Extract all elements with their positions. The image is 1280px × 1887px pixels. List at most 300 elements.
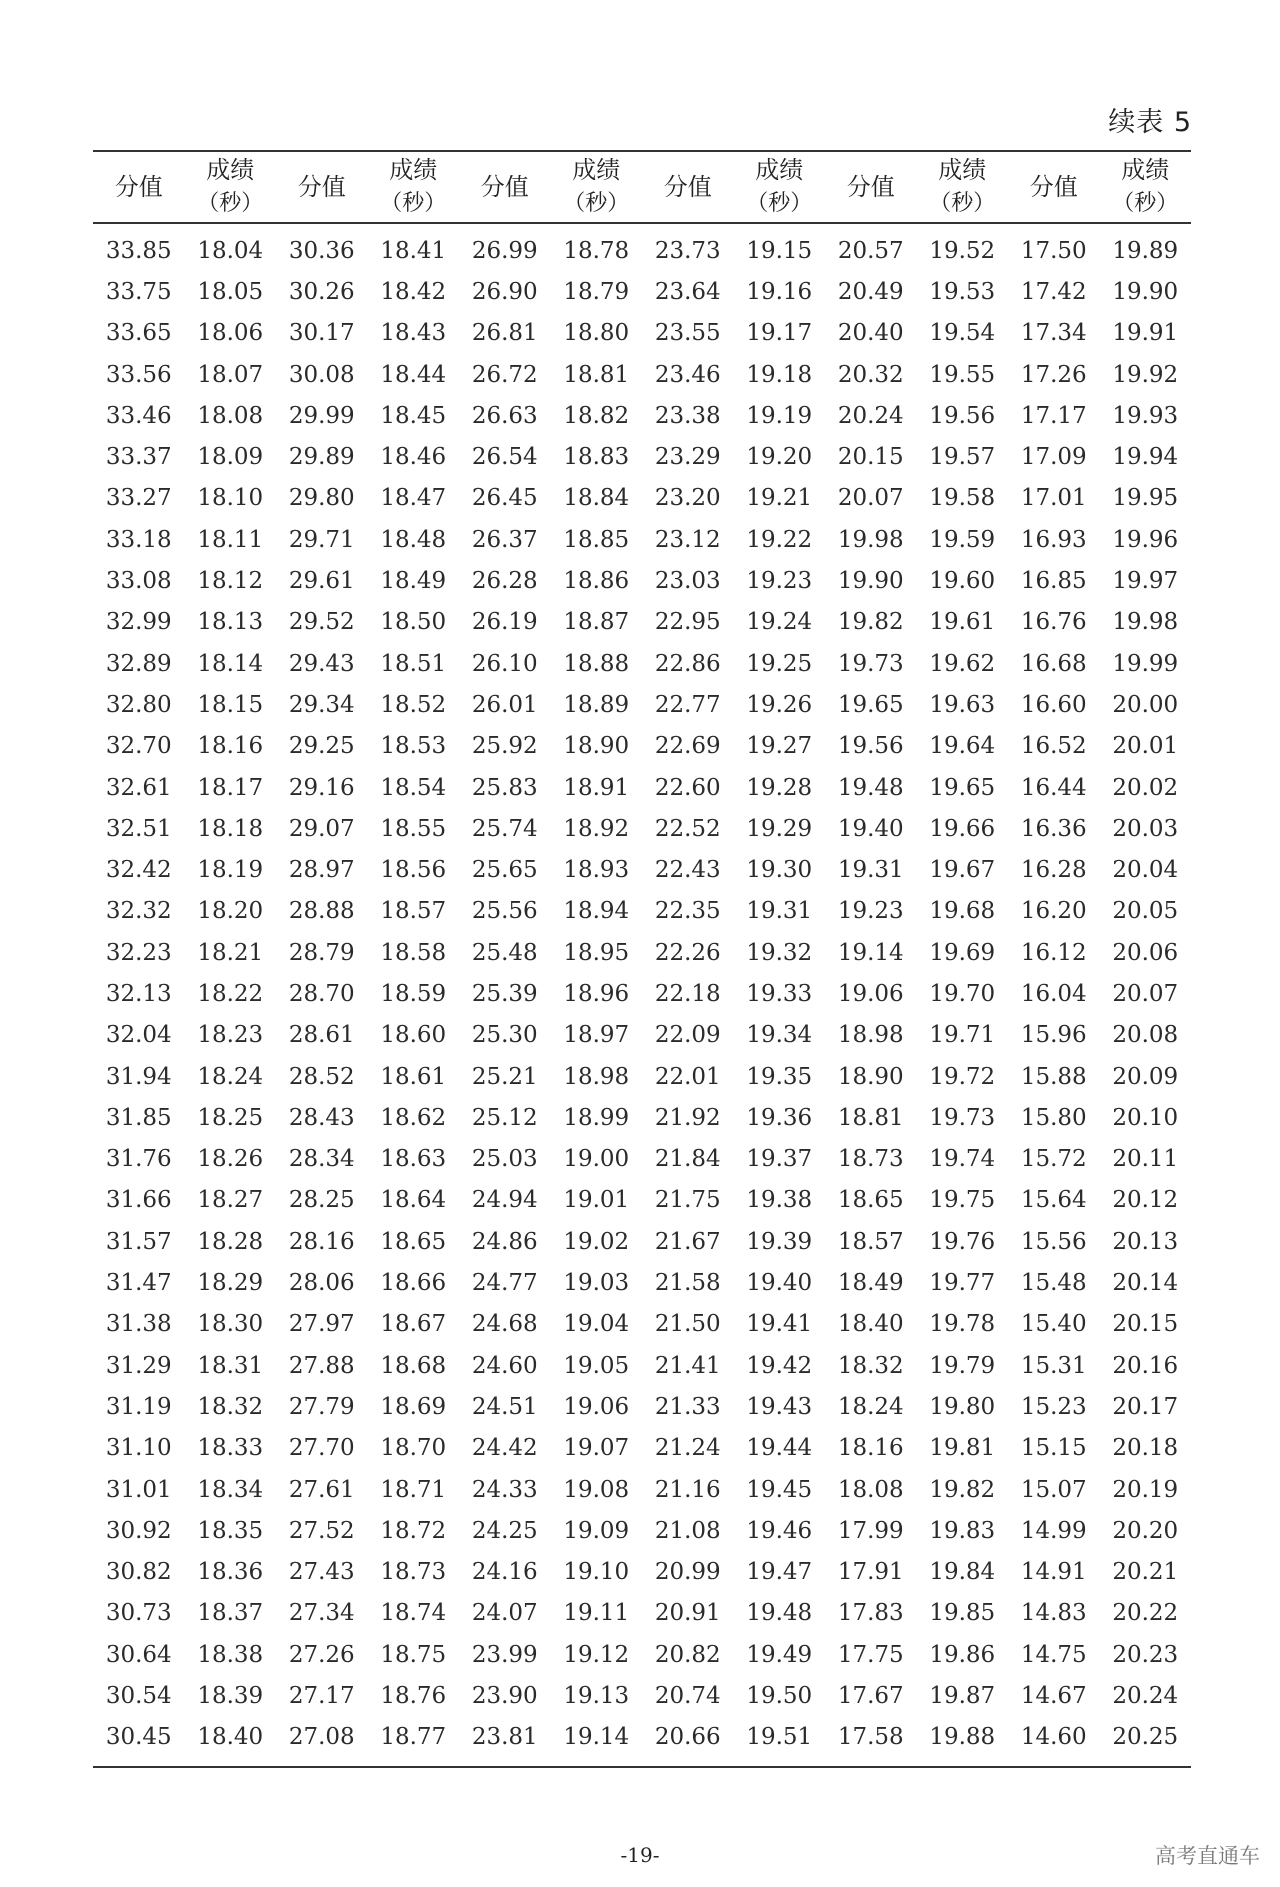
score-cell: 28.97 [288,857,355,884]
score-cell: 18.32 [837,1352,904,1379]
result-cell: 19.84 [929,1559,996,1586]
score-cell: 31.66 [105,1187,172,1214]
score-cell: 25.74 [471,815,538,842]
result-cell: 19.69 [929,939,996,966]
table-row [93,1015,1191,1056]
score-cell: 26.99 [471,237,538,264]
result-cell: 19.78 [929,1311,996,1338]
score-cell: 24.33 [471,1476,538,1503]
header-result-label: 成绩 [938,156,987,184]
score-cell: 26.54 [471,444,538,471]
score-cell: 15.48 [1020,1270,1087,1297]
score-cell: 20.24 [837,402,904,429]
header-result [551,151,643,223]
result-cell: 19.62 [929,650,996,677]
result-cell: 18.43 [380,320,447,347]
score-cell: 22.35 [654,898,721,925]
score-cell: 16.36 [1020,815,1087,842]
table-row [93,223,1191,271]
header-result [1100,151,1192,223]
result-cell: 18.33 [197,1435,264,1462]
score-cell: 33.85 [105,237,172,264]
result-cell: 18.88 [563,650,630,677]
result-cell: 18.98 [563,1063,630,1090]
result-cell: 18.06 [197,320,264,347]
score-cell: 17.67 [837,1683,904,1710]
score-cell: 22.43 [654,857,721,884]
score-cell: 25.65 [471,857,538,884]
result-cell: 18.45 [380,402,447,429]
score-cell: 26.28 [471,568,538,595]
score-cell: 31.38 [105,1311,172,1338]
result-cell: 19.57 [929,444,996,471]
score-cell: 26.63 [471,402,538,429]
header-result-label: 成绩 [1121,156,1170,184]
result-cell: 19.96 [1112,526,1179,553]
score-cell: 23.20 [654,485,721,512]
score-cell: 22.60 [654,774,721,801]
score-cell: 24.07 [471,1600,538,1627]
result-cell: 20.14 [1112,1270,1179,1297]
result-cell: 18.24 [197,1063,264,1090]
score-cell: 27.26 [288,1641,355,1668]
score-cell: 27.61 [288,1476,355,1503]
score-cell: 32.80 [105,691,172,718]
result-cell: 19.08 [563,1476,630,1503]
result-cell: 19.89 [1112,237,1179,264]
table-row [93,271,1191,312]
result-cell: 19.27 [746,733,813,760]
result-cell: 18.78 [563,237,630,264]
result-cell: 19.47 [746,1559,813,1586]
result-cell: 18.39 [197,1683,264,1710]
table-row [93,1593,1191,1634]
result-cell: 18.52 [380,691,447,718]
score-cell: 15.96 [1020,1022,1087,1049]
result-cell: 19.09 [563,1517,630,1544]
score-cell: 29.07 [288,815,355,842]
result-cell: 19.80 [929,1393,996,1420]
score-cell: 23.38 [654,402,721,429]
result-cell: 19.59 [929,526,996,553]
score-cell: 17.42 [1020,278,1087,305]
result-cell: 18.44 [380,361,447,388]
score-cell: 23.64 [654,278,721,305]
result-cell: 19.10 [563,1559,630,1586]
result-cell: 18.77 [380,1724,447,1751]
score-cell: 33.18 [105,526,172,553]
result-cell: 18.16 [197,733,264,760]
score-cell: 30.54 [105,1683,172,1710]
score-cell: 31.94 [105,1063,172,1090]
result-cell: 19.03 [563,1270,630,1297]
result-cell: 19.41 [746,1311,813,1338]
result-cell: 18.84 [563,485,630,512]
score-cell: 32.32 [105,898,172,925]
result-cell: 18.86 [563,568,630,595]
result-cell: 19.40 [746,1270,813,1297]
score-cell: 16.68 [1020,650,1087,677]
result-cell: 18.56 [380,857,447,884]
score-cell: 19.73 [837,650,904,677]
score-cell: 33.75 [105,278,172,305]
score-cell: 22.95 [654,609,721,636]
result-cell: 20.15 [1112,1311,1179,1338]
score-cell: 20.99 [654,1559,721,1586]
result-cell: 19.11 [563,1600,630,1627]
result-cell: 18.23 [197,1022,264,1049]
score-cell: 26.37 [471,526,538,553]
result-cell: 20.10 [1112,1104,1179,1131]
score-cell: 22.09 [654,1022,721,1049]
result-cell: 20.00 [1112,691,1179,718]
score-cell: 19.23 [837,898,904,925]
score-cell: 29.71 [288,526,355,553]
result-cell: 19.16 [746,278,813,305]
result-cell: 19.92 [1112,361,1179,388]
score-cell: 18.65 [837,1187,904,1214]
score-cell: 23.99 [471,1641,538,1668]
score-cell: 29.89 [288,444,355,471]
table-row [93,1097,1191,1138]
score-cell: 24.60 [471,1352,538,1379]
table-row [93,354,1191,395]
result-cell: 18.48 [380,526,447,553]
result-cell: 18.97 [563,1022,630,1049]
score-cell: 31.01 [105,1476,172,1503]
score-cell: 16.85 [1020,568,1087,595]
table-row [93,1056,1191,1097]
result-cell: 18.32 [197,1393,264,1420]
score-cell: 31.10 [105,1435,172,1462]
table-row [93,1139,1191,1180]
score-cell: 30.08 [288,361,355,388]
score-cell: 23.73 [654,237,721,264]
header-score: 分值 [663,173,712,201]
table-row [93,1386,1191,1427]
result-cell: 19.70 [929,980,996,1007]
result-cell: 18.70 [380,1435,447,1462]
score-cell: 33.65 [105,320,172,347]
result-cell: 19.72 [929,1063,996,1090]
result-cell: 20.24 [1112,1683,1179,1710]
score-cell: 23.81 [471,1724,538,1751]
result-cell: 18.61 [380,1063,447,1090]
table-row [93,1469,1191,1510]
result-cell: 20.01 [1112,733,1179,760]
score-cell: 24.16 [471,1559,538,1586]
result-cell: 19.85 [929,1600,996,1627]
result-cell: 19.07 [563,1435,630,1462]
result-cell: 19.28 [746,774,813,801]
result-cell: 19.32 [746,939,813,966]
score-cell: 25.39 [471,980,538,1007]
result-cell: 19.53 [929,278,996,305]
header-result-label: 成绩 [389,156,438,184]
score-cell: 17.09 [1020,444,1087,471]
score-cell: 24.42 [471,1435,538,1462]
score-cell: 18.98 [837,1022,904,1049]
score-cell: 30.17 [288,320,355,347]
result-cell: 20.06 [1112,939,1179,966]
score-cell: 20.49 [837,278,904,305]
result-cell: 19.67 [929,857,996,884]
result-cell: 19.39 [746,1228,813,1255]
result-cell: 18.49 [380,568,447,595]
result-cell: 19.37 [746,1146,813,1173]
result-cell: 19.20 [746,444,813,471]
score-cell: 27.97 [288,1311,355,1338]
score-cell: 18.81 [837,1104,904,1131]
result-cell: 18.42 [380,278,447,305]
score-cell: 14.99 [1020,1517,1087,1544]
result-cell: 19.43 [746,1393,813,1420]
result-cell: 18.07 [197,361,264,388]
table-row [93,1634,1191,1675]
result-cell: 18.12 [197,568,264,595]
table-row [93,849,1191,890]
result-cell: 19.21 [746,485,813,512]
table-row [93,767,1191,808]
table-row [93,1717,1191,1767]
result-cell: 18.55 [380,815,447,842]
result-cell: 19.22 [746,526,813,553]
result-cell: 18.15 [197,691,264,718]
score-cell: 21.67 [654,1228,721,1255]
score-cell: 33.08 [105,568,172,595]
header-result-unit: （秒） [563,191,630,216]
result-cell: 18.85 [563,526,630,553]
table-row [93,1345,1191,1386]
result-cell: 19.93 [1112,402,1179,429]
score-cell: 21.33 [654,1393,721,1420]
score-cell: 27.70 [288,1435,355,1462]
score-cell: 33.27 [105,485,172,512]
result-cell: 18.09 [197,444,264,471]
score-cell: 31.29 [105,1352,172,1379]
result-cell: 18.05 [197,278,264,305]
score-cell: 31.85 [105,1104,172,1131]
page-number: -19- [620,1843,660,1867]
score-cell: 18.73 [837,1146,904,1173]
score-cell: 22.18 [654,980,721,1007]
score-cell: 29.43 [288,650,355,677]
score-cell: 28.52 [288,1063,355,1090]
score-cell: 25.03 [471,1146,538,1173]
result-cell: 20.22 [1112,1600,1179,1627]
score-cell: 29.25 [288,733,355,760]
result-cell: 19.30 [746,857,813,884]
result-cell: 18.36 [197,1559,264,1586]
score-cell: 19.48 [837,774,904,801]
result-cell: 19.19 [746,402,813,429]
result-cell: 19.60 [929,568,996,595]
score-cell: 19.82 [837,609,904,636]
result-cell: 18.71 [380,1476,447,1503]
result-cell: 19.13 [563,1683,630,1710]
score-cell: 19.56 [837,733,904,760]
result-cell: 18.82 [563,402,630,429]
result-cell: 18.10 [197,485,264,512]
result-cell: 19.15 [746,237,813,264]
result-cell: 18.60 [380,1022,447,1049]
score-cell: 32.42 [105,857,172,884]
score-cell: 26.81 [471,320,538,347]
score-cell: 19.98 [837,526,904,553]
result-cell: 19.56 [929,402,996,429]
table-row [93,602,1191,643]
table-row [93,313,1191,354]
score-cell: 21.16 [654,1476,721,1503]
result-cell: 19.88 [929,1724,996,1751]
result-cell: 18.31 [197,1352,264,1379]
result-cell: 18.19 [197,857,264,884]
header-score: 分值 [1029,173,1078,201]
result-cell: 18.73 [380,1559,447,1586]
result-cell: 19.79 [929,1352,996,1379]
score-cell: 20.40 [837,320,904,347]
result-cell: 20.23 [1112,1641,1179,1668]
score-cell: 20.15 [837,444,904,471]
result-cell: 19.26 [746,691,813,718]
score-cell: 28.70 [288,980,355,1007]
header-result-unit: （秒） [929,191,996,216]
score-cell: 14.60 [1020,1724,1087,1751]
result-cell: 19.74 [929,1146,996,1173]
score-cell: 17.26 [1020,361,1087,388]
score-cell: 19.06 [837,980,904,1007]
score-cell: 14.83 [1020,1600,1087,1627]
header-result-unit: （秒） [746,191,813,216]
score-cell: 14.91 [1020,1559,1087,1586]
score-cell: 26.19 [471,609,538,636]
score-cell: 32.61 [105,774,172,801]
table-row [93,1510,1191,1551]
score-cell: 15.88 [1020,1063,1087,1090]
table-row [93,478,1191,519]
result-cell: 18.41 [380,237,447,264]
result-cell: 18.21 [197,939,264,966]
result-cell: 19.95 [1112,485,1179,512]
result-cell: 19.90 [1112,278,1179,305]
score-cell: 15.72 [1020,1146,1087,1173]
score-cell: 19.65 [837,691,904,718]
score-cell: 23.90 [471,1683,538,1710]
score-cell: 26.01 [471,691,538,718]
result-cell: 18.72 [380,1517,447,1544]
result-cell: 19.29 [746,815,813,842]
result-cell: 18.25 [197,1104,264,1131]
score-cell: 29.34 [288,691,355,718]
result-cell: 19.97 [1112,568,1179,595]
score-cell: 25.21 [471,1063,538,1090]
result-cell: 18.65 [380,1228,447,1255]
score-cell: 17.91 [837,1559,904,1586]
score-cell: 23.29 [654,444,721,471]
result-cell: 20.09 [1112,1063,1179,1090]
score-cell: 29.80 [288,485,355,512]
result-cell: 20.13 [1112,1228,1179,1255]
result-cell: 19.68 [929,898,996,925]
result-cell: 19.25 [746,650,813,677]
table-row [93,1675,1191,1716]
score-cell: 16.60 [1020,691,1087,718]
result-cell: 19.00 [563,1146,630,1173]
result-cell: 19.91 [1112,320,1179,347]
table-row [93,643,1191,684]
score-cell: 30.45 [105,1724,172,1751]
result-cell: 18.28 [197,1228,264,1255]
result-cell: 20.03 [1112,815,1179,842]
result-cell: 19.24 [746,609,813,636]
result-cell: 18.99 [563,1104,630,1131]
table-row [93,1180,1191,1221]
score-cell: 21.58 [654,1270,721,1297]
header-row [93,151,1191,223]
score-cell: 32.23 [105,939,172,966]
score-cell: 15.64 [1020,1187,1087,1214]
result-cell: 18.18 [197,815,264,842]
result-cell: 19.58 [929,485,996,512]
score-cell: 18.49 [837,1270,904,1297]
result-cell: 18.89 [563,691,630,718]
result-cell: 19.34 [746,1022,813,1049]
header-score: 分值 [297,173,346,201]
result-cell: 18.38 [197,1641,264,1668]
score-cell: 31.19 [105,1393,172,1420]
result-cell: 19.54 [929,320,996,347]
result-cell: 20.21 [1112,1559,1179,1586]
score-cell: 24.94 [471,1187,538,1214]
table-row [93,1428,1191,1469]
score-cell: 24.77 [471,1270,538,1297]
score-cell: 16.52 [1020,733,1087,760]
result-cell: 19.35 [746,1063,813,1090]
table-header [93,151,1191,223]
score-cell: 15.07 [1020,1476,1087,1503]
result-cell: 18.11 [197,526,264,553]
result-cell: 20.12 [1112,1187,1179,1214]
result-cell: 18.50 [380,609,447,636]
header-result-label: 成绩 [755,156,804,184]
score-cell: 20.82 [654,1641,721,1668]
result-cell: 18.35 [197,1517,264,1544]
score-cell: 27.34 [288,1600,355,1627]
result-cell: 18.67 [380,1311,447,1338]
header-result [368,151,460,223]
score-cell: 22.69 [654,733,721,760]
result-cell: 18.64 [380,1187,447,1214]
result-cell: 19.66 [929,815,996,842]
score-cell: 17.83 [837,1600,904,1627]
score-cell: 30.73 [105,1600,172,1627]
score-cell: 20.74 [654,1683,721,1710]
score-cell: 30.26 [288,278,355,305]
score-cell: 25.56 [471,898,538,925]
result-cell: 19.04 [563,1311,630,1338]
result-cell: 19.31 [746,898,813,925]
result-cell: 20.08 [1112,1022,1179,1049]
result-cell: 19.12 [563,1641,630,1668]
result-cell: 18.80 [563,320,630,347]
result-cell: 18.14 [197,650,264,677]
score-cell: 16.12 [1020,939,1087,966]
result-cell: 19.65 [929,774,996,801]
table-caption: 续表 5 [1108,107,1192,138]
score-cell: 18.90 [837,1063,904,1090]
result-cell: 19.18 [746,361,813,388]
score-cell: 20.32 [837,361,904,388]
